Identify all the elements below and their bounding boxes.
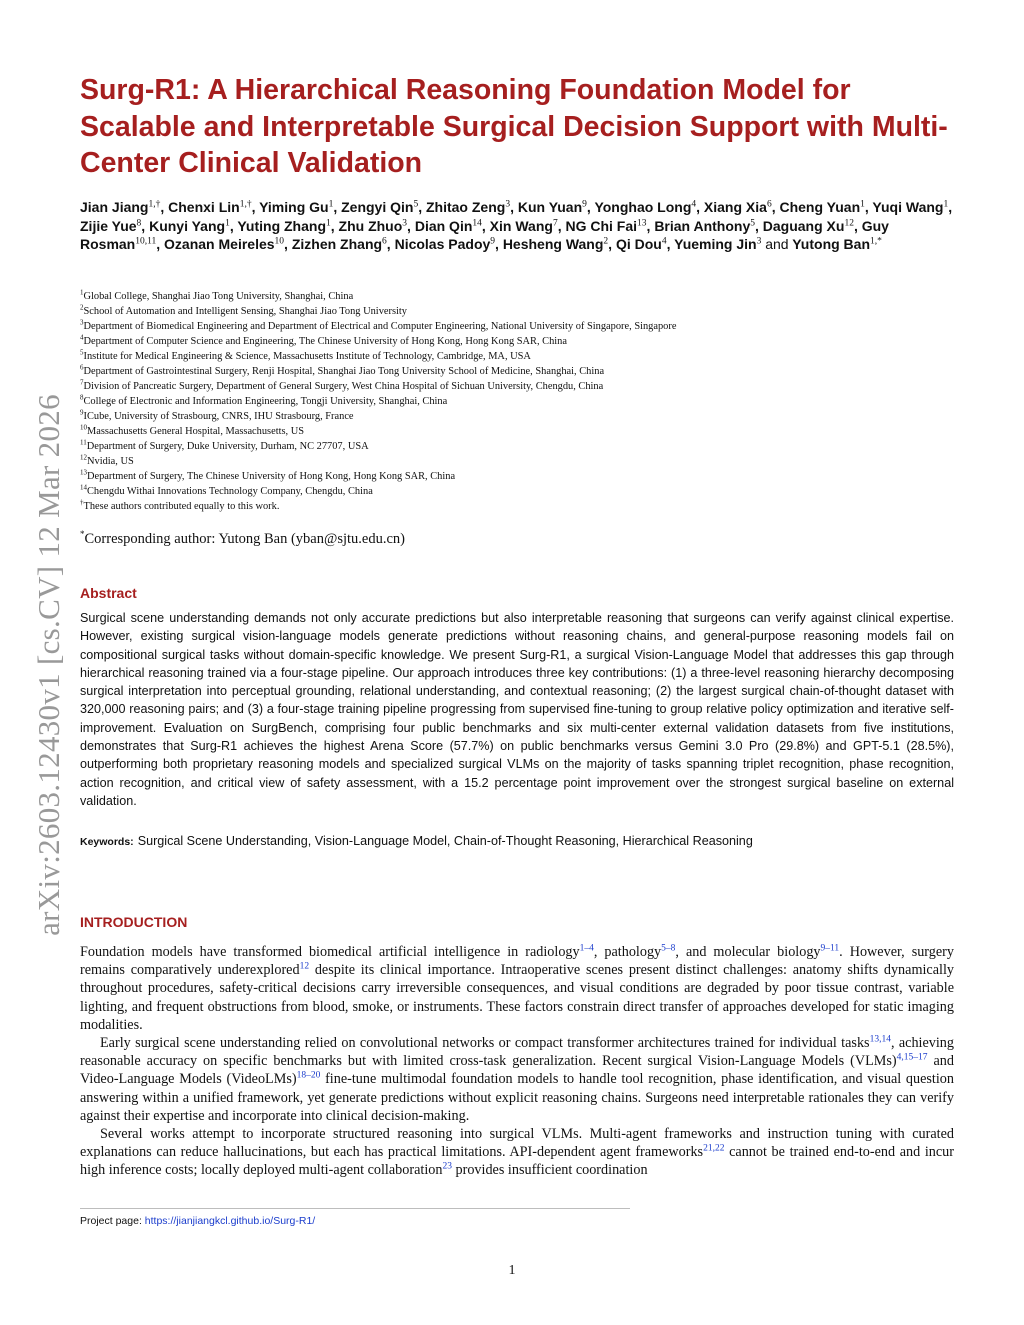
- affiliation-text: Department of Surgery, Duke University, Durham, NC 27707, USA: [86, 441, 369, 452]
- citation-link[interactable]: 9–11: [820, 943, 840, 954]
- affiliation-item: [80, 349, 960, 364]
- author-name: Daguang Xu: [762, 217, 845, 234]
- author-list: Jian Jiang$^{1,\dagger}$, Chenxi Lin$^{1,\dagger}$, Yiming Gu$^1$, Zengyi Qin$^5$, Zhitao Zeng$^3$, Kun Yuan$^9$, Yonghao Long$^4$, Xiang Xia$^6$, Cheng Yuan$^1$, Yuqi Wang$^1$, Zijie Yue$^8$, Kunyi Yang$^1$, Yuting Zhang$^1$, Zhu Zhuo$^3$, Dian Qin$^{14}$, Xin Wang$^7$, NG Chi Fai$^{13}$, Brian Anthony$^5$, Daguang Xu$^{12}$, Guy Rosman$^{10,11}$, Ozanan Meireles$^{10}$, Zizhen Zhang$^6$, Nicolas Padoy$^9$, Hesheng Wang$^2$, Qi Dou$^4$, Yueming Jin$^3$ and Yutong Ban$^{1,*}$: [80, 199, 953, 252]
- citation-link[interactable]: 4,15–17: [896, 1052, 928, 1063]
- affiliation-number: 4: [80, 333, 84, 342]
- citation-link[interactable]: 5–8: [661, 943, 676, 954]
- author-affiliation-marker: 6: [382, 236, 387, 247]
- paragraph-text: and Video-Language Models (VideoLMs): [80, 1053, 954, 1088]
- affiliation-item: [80, 394, 960, 409]
- author-name: Zhu Zhuo: [338, 217, 403, 234]
- author-name: Chenxi Lin: [168, 199, 240, 215]
- affiliation-item: [80, 469, 960, 484]
- affiliation-number: 9: [80, 408, 84, 417]
- paragraph-text: despite its clinical importance. Intraoperative scenes present distinct challenges: anatomy shifts dynamically throughout procedures, safety-critical decisions carry irreversible consequences, and visual conditions are degraded by poor tissue contrast, variable lighting, and frequent obstructions from blood, smoke, or instruments. These factors constrain direct transfer of approaches developed for static imaging modalities.: [80, 962, 955, 1033]
- author-affiliation-marker: 6: [766, 199, 772, 210]
- introduction-heading: INTRODUCTION: [80, 914, 188, 930]
- affiliation-text: Department of Computer Science and Engineering, The Chinese University of Hong Kong, Hong Kong SAR, China: [83, 336, 567, 347]
- author-affiliation-marker: 7: [552, 217, 558, 228]
- author-name: Ozanan Meireles: [164, 236, 275, 252]
- affiliation-number: 1: [80, 288, 84, 297]
- affiliation-text: Department of Surgery, The Chinese University of Hong Kong, Hong Kong SAR, China: [87, 471, 456, 482]
- paragraph-text: cannot be trained end-to-end and incur high inference costs; locally deployed multi-agent collaboration: [80, 1144, 954, 1179]
- author-affiliation-marker: 13: [637, 217, 647, 228]
- footnote-divider: [80, 1208, 630, 1209]
- author-affiliation-marker: 5: [750, 217, 755, 228]
- affiliation-item: [80, 409, 960, 424]
- author-name: Kun Yuan: [517, 199, 583, 215]
- affiliation-number: 11: [80, 438, 87, 447]
- author-name: Brian Anthony: [654, 217, 751, 234]
- author-name: Zhitao Zeng: [425, 199, 506, 215]
- author-affiliation-marker: 3: [505, 199, 511, 210]
- author-affiliation-marker: 1,†: [148, 199, 161, 210]
- affiliation-item: [80, 334, 960, 349]
- affiliation-text: Department of Biomedical Engineering and Department of Electrical and Computer Engineering, National University of Singapore, Singapore: [83, 321, 677, 332]
- author-name: Zengyi Qin: [341, 199, 414, 215]
- author-affiliation-marker: 1: [328, 199, 334, 210]
- paragraph-text: , and molecular biology: [675, 944, 821, 960]
- introduction-paragraph: [80, 1125, 954, 1180]
- affiliation-item: [80, 499, 960, 514]
- affiliation-text: Massachusetts General Hospital, Massachusetts, US: [87, 426, 305, 437]
- affiliation-item: [80, 319, 960, 334]
- affiliation-text: Division of Pancreatic Surgery, Department of General Surgery, West China Hospital of Sichuan University, Chengdu, China: [83, 381, 604, 392]
- abstract-heading: Abstract: [80, 585, 137, 601]
- author-name: Zizhen Zhang: [291, 236, 383, 252]
- author-name: Zijie Yue: [80, 217, 137, 234]
- author-affiliation-marker: 1: [860, 199, 865, 210]
- affiliation-text: Department of Gastrointestinal Surgery, Renji Hospital, Shanghai Jiao Tong University School of Medicine, Shanghai, China: [83, 366, 605, 377]
- author-affiliation-marker: 3: [402, 217, 408, 228]
- paragraph-text: provides insufficient coordination: [451, 1162, 648, 1179]
- keywords-text: Surgical Scene Understanding, Vision-Language Model, Chain-of-Thought Reasoning, Hierarchical Reasoning: [137, 834, 753, 848]
- author-name: Dian Qin: [414, 217, 473, 234]
- author-name: Yueming Jin: [674, 236, 757, 252]
- arxiv-id-text: arXiv:2603.12430v1 [cs.CV] 12 Mar 2026: [31, 394, 66, 936]
- introduction-body: [80, 943, 954, 1180]
- author-name: Yutong Ban: [792, 236, 871, 252]
- affiliation-item: [80, 424, 960, 439]
- affiliation-number: 2: [80, 303, 84, 312]
- affiliation-text: ICube, University of Strasbourg, CNRS, IHU Strasbourg, France: [83, 411, 354, 422]
- affiliation-text: Institute for Medical Engineering & Science, Massachusetts Institute of Technology, Cambridge, MA, USA: [83, 351, 531, 362]
- corresponding-author: [80, 529, 960, 548]
- affiliation-number: 10: [80, 423, 87, 432]
- citation-link[interactable]: 13,14: [869, 1034, 891, 1045]
- affiliation-number: 13: [80, 468, 87, 477]
- paragraph-text: . However, surgery remains comparatively underexplored: [80, 944, 954, 979]
- paragraph-text: Several works attempt to incorporate structured reasoning into surgical VLMs. Multi-agent frameworks and instruction tuning with curated explanations can reduce hallucinations, but each has practical limitations. API-dependent agent frameworks: [80, 1126, 954, 1161]
- paper-title: Surg-R1: A Hierarchical Reasoning Foundation Model for Scalable and Interpretable Surgical Decision Support with Multi-Center Clinical Validation: [80, 74, 948, 179]
- paragraph-text: Foundation models have transformed biomedical artificial intelligence in radiology: [80, 944, 580, 960]
- author-name: Guy Rosman: [80, 217, 889, 252]
- author-affiliation-marker: 8: [136, 217, 142, 228]
- author-affiliation-marker: 3: [756, 236, 762, 247]
- affiliation-text: College of Electronic and Information Engineering, Tongji University, Shanghai, China: [83, 396, 448, 407]
- affiliation-item: [80, 364, 960, 379]
- author-joiner: and: [765, 236, 789, 252]
- author-affiliation-marker: 1: [943, 199, 949, 210]
- corresponding-marker: *: [80, 529, 85, 539]
- author-affiliation-marker: 4: [691, 199, 697, 210]
- affiliation-text: School of Automation and Intelligent Sensing, Shanghai Jiao Tong University: [83, 306, 407, 317]
- author-affiliation-marker: 9: [582, 199, 587, 210]
- author-affiliation-marker: 1: [225, 217, 230, 228]
- affiliation-number: 6: [80, 363, 84, 372]
- citation-link[interactable]: 18–20: [296, 1070, 321, 1081]
- author-affiliation-marker: 9: [490, 236, 496, 247]
- affiliation-number: 14: [80, 483, 87, 492]
- author-affiliation-marker: 4: [661, 236, 667, 247]
- keywords-label: Keywords:: [80, 836, 134, 848]
- affiliation-item: [80, 454, 960, 469]
- affiliation-number: 8: [80, 393, 84, 402]
- affiliation-item: [80, 289, 960, 304]
- affiliation-number: 7: [80, 378, 84, 387]
- author-affiliation-marker: 10,11: [135, 236, 157, 247]
- author-affiliation-marker: 10: [274, 236, 285, 247]
- author-name: Nicolas Padoy: [394, 236, 491, 252]
- author-affiliation-marker: 1,†: [239, 199, 252, 210]
- author-affiliation-marker: 2: [603, 236, 609, 247]
- author-affiliation-marker: 5: [413, 199, 419, 210]
- citation-link[interactable]: 23: [442, 1161, 452, 1172]
- author-name: Cheng Yuan: [779, 199, 861, 215]
- paragraph-text: , pathology: [593, 944, 662, 960]
- author-name: Qi Dou: [615, 236, 662, 252]
- author-affiliation-marker: 14: [472, 217, 482, 228]
- citation-link[interactable]: 12: [299, 961, 310, 972]
- project-page-link[interactable]: https://jianjiangkcl.github.io/Surg-R1/: [144, 1215, 316, 1227]
- affiliation-number: 3: [80, 318, 84, 327]
- affiliation-number: †: [80, 498, 84, 507]
- author-name: Xiang Xia: [703, 199, 767, 215]
- paragraph-text: Early surgical scene understanding relied on convolutional networks or compact transformer architectures trained for individual tasks: [100, 1035, 870, 1052]
- affiliation-item: [80, 439, 960, 454]
- author-name: Hesheng Wang: [502, 236, 604, 252]
- abstract-body: Surgical scene understanding demands not only accurate predictions but also interpretable reasoning that surgeons can verify against clinical expertise. However, existing surgical vision-language models generate predictions without reasoning chains, and general-purpose reasoning models fail on compositional surgical tasks without domain-specific knowledge. We present Surg-R1, a surgical Vision-Language Model that addresses this gap through hierarchical reasoning trained via a four-stage pipeline. Our approach introduces three key contributions: (1) a three-level reasoning hierarchy decomposing surgical interpretation into perceptual grounding, relational understanding, and contextual reasoning; (2) the largest surgical chain-of-thought dataset with 320,000 reasoning pairs; and (3) a four-stage training pipeline progressing from supervised fine-tuning to group relative policy optimization and iterative self-improvement. Evaluation on SurgBench, comprising four public benchmarks and six multi-center external validation datasets from five institutions, demonstrates that Surg-R1 achieves the highest Arena Score (57.7%) on public benchmarks versus Gemini 3.0 Pro (29.8%) and GPT-5.1 (28.5%), outperforming both proprietary reasoning models and specialized surgical VLMs on the majority of tasks spanning triplet recognition, phase recognition, action recognition, and critical view of safety assessment, with a 15.2 percentage point improvement over the strongest surgical baseline on external validation.: [80, 611, 954, 808]
- affiliation-item: [80, 304, 960, 319]
- project-page-footnote: [80, 1215, 315, 1227]
- author-name: Jian Jiang: [80, 199, 149, 215]
- introduction-paragraph: [80, 943, 954, 1034]
- affiliation-text: Chengdu Withai Innovations Technology Company, Chengdu, China: [87, 486, 373, 497]
- author-name: Xin Wang: [489, 217, 553, 234]
- author-name: Yonghao Long: [594, 199, 692, 215]
- introduction-paragraph: [80, 1034, 954, 1125]
- citation-link[interactable]: 21,22: [703, 1143, 725, 1154]
- arxiv-sidebar-identifier: [22, 365, 76, 965]
- author-name: Yiming Gu: [259, 199, 329, 215]
- page-number: 1: [508, 1263, 516, 1278]
- author-name: Yuqi Wang: [872, 199, 944, 215]
- affiliation-number: 5: [80, 348, 84, 357]
- affiliation-text: These authors contributed equally to this work.: [83, 501, 280, 512]
- keywords: [80, 834, 954, 848]
- corresponding-text: Corresponding author: Yutong Ban (yban@sjtu.edu.cn): [84, 530, 405, 547]
- author-name: Yuting Zhang: [237, 217, 326, 234]
- author-affiliation-marker: 1: [326, 217, 331, 228]
- citation-link[interactable]: 1–4: [579, 943, 594, 954]
- author-name: NG Chi Fai: [565, 217, 638, 234]
- paragraph-text: fine-tune multimodal foundation models to handle tool recognition, phase identification, and visual question answering within a unified framework, yet generate predictions without explicit reasoning chains. Surgeons need interpretable rationales they can verify against their expertise and incorporate into clinical decision-making.: [80, 1071, 954, 1124]
- paragraph-text: , achieving reasonable accuracy on specific benchmarks but with limited cross-task generalization. Recent surgical Vision-Language Models (VLMs): [80, 1035, 954, 1070]
- author-name: Kunyi Yang: [149, 217, 226, 234]
- affiliation-text: Global College, Shanghai Jiao Tong University, Shanghai, China: [83, 291, 354, 302]
- author-affiliation-marker: 12: [844, 217, 854, 228]
- affiliation-item: [80, 484, 960, 499]
- affiliation-text: Nvidia, US: [87, 456, 134, 467]
- affiliation-number: 12: [80, 453, 87, 462]
- affiliation-list: [80, 289, 960, 514]
- author-affiliation-marker: 1,*: [870, 236, 882, 247]
- footnote-label: Project page:: [80, 1215, 142, 1227]
- affiliation-item: [80, 379, 960, 394]
